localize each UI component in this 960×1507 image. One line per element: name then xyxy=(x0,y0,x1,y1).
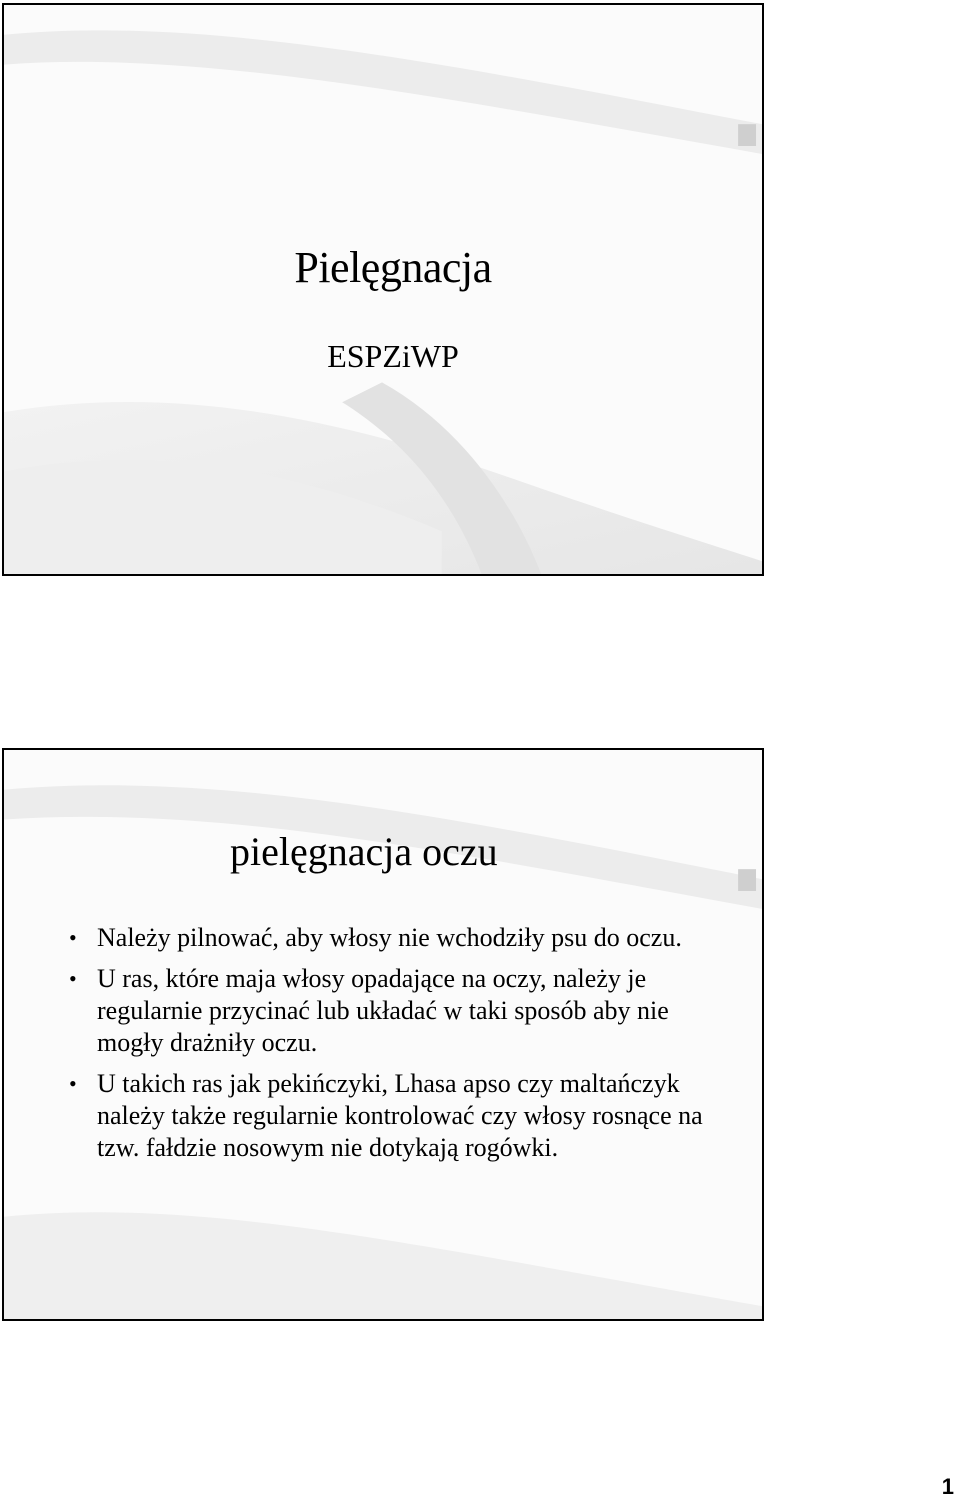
bullet-item xyxy=(69,963,709,1059)
bullet-text: Należy pilnować, aby włosy nie wchodziły psu do oczu. xyxy=(97,923,682,952)
slide-subtitle: ESPZiWP xyxy=(327,338,459,374)
bullet-list xyxy=(69,922,709,1173)
bullet-dot-icon: • xyxy=(69,925,77,950)
bullet-dot-icon: • xyxy=(69,966,77,991)
bullet-dot-icon: • xyxy=(69,1071,77,1096)
slide-1 xyxy=(2,3,764,576)
bullet-item xyxy=(69,922,709,954)
slide-title: pielęgnacja oczu xyxy=(230,829,498,874)
bullet-text: U ras, które maja włosy opadające na oczy, należy je regularnie przycinać lub układać w taki sposób aby nie mogły drażniły oczu. xyxy=(97,964,669,1057)
slide-title: Pielęgnacja xyxy=(294,243,492,292)
slide-2 xyxy=(2,748,764,1321)
bullet-item xyxy=(69,1068,709,1164)
bullet-text: U takich ras jak pekińczyki, Lhasa apso czy maltańczyk należy także regularnie kontrolować czy włosy rosnące na tzw. fałdzie nosowym nie dotykają rogówki. xyxy=(97,1069,703,1162)
page-number: 1 xyxy=(941,1474,954,1499)
